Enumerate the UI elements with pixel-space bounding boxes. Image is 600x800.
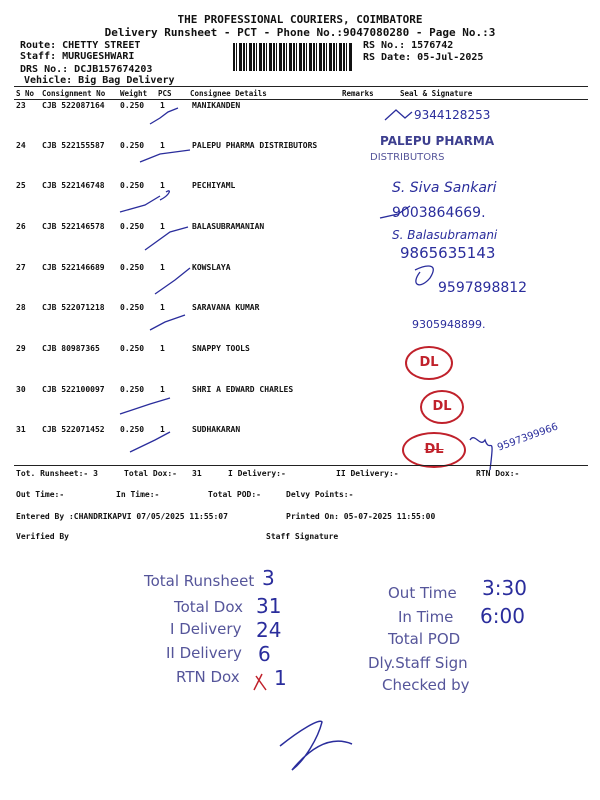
row31-dl-stamp: DL: [402, 432, 466, 468]
row-consignee: SHRI A EDWARD CHARLES: [192, 385, 294, 394]
row-weight: 0.250: [120, 222, 145, 231]
row-consignee: KOWSLAYA: [192, 263, 231, 272]
row24-stamp-line2: DISTRIBUTORS: [370, 152, 445, 163]
row-weight: 0.250: [120, 181, 145, 190]
drs-number: DRS No.: DCJB157674203: [20, 64, 153, 75]
row-consignment-no: CJB 522146689: [42, 263, 105, 272]
row-consignee: BALASUBRAMANIAN: [192, 222, 265, 231]
col-sno: S No: [16, 89, 35, 98]
page-subtitle: Delivery Runsheet - PCT - Phone No.:9047080280 - Page No.:3: [104, 26, 496, 39]
row-pcs: 1: [160, 263, 165, 272]
stamp-i-delivery-value: 24: [256, 618, 282, 642]
col-consignee: Consignee Details: [190, 89, 267, 98]
row-sno: 28: [16, 303, 26, 312]
row-consignment-no: CJB 522146748: [42, 181, 105, 190]
row-pcs: 1: [160, 141, 165, 150]
row-pcs: 1: [160, 385, 165, 394]
staff: Staff: MURUGESHWARI: [20, 51, 135, 62]
row-sno: 29: [16, 344, 26, 353]
row-pcs: 1: [160, 181, 165, 190]
entered-by: Entered By :CHANDRIKAPVI 07/05/2025 11:55:07: [16, 512, 228, 521]
row-pcs: 1: [160, 101, 165, 110]
totals-top-rule: [14, 465, 588, 466]
col-pcs: PCS: [158, 89, 172, 98]
rs-number: RS No.: 1576742: [363, 40, 454, 51]
stamp-in-time-label: In Time: [398, 608, 454, 626]
stamp-i-delivery-label: I Delivery: [170, 620, 242, 638]
stamp-out-time-label: Out Time: [388, 584, 457, 602]
total-dox-label: Total Dox:-: [124, 469, 177, 478]
stamp-in-time-value: 6:00: [480, 604, 525, 628]
vehicle: Vehicle: Big Bag Delivery: [24, 75, 175, 86]
row-consignee: PECHIYAML: [192, 181, 236, 190]
ii-delivery: II Delivery:-: [336, 469, 399, 478]
stamp-checked-by-label: Checked by: [382, 676, 470, 694]
row-pcs: 1: [160, 303, 165, 312]
row-sno: 25: [16, 181, 26, 190]
stamp-ii-delivery-value: 6: [258, 642, 271, 666]
rtn-dox: RTN Dox:-: [476, 469, 520, 478]
out-time: Out Time:-: [16, 490, 65, 499]
row25-name: S. Siva Sankari: [392, 180, 497, 196]
row-sno: 26: [16, 222, 26, 231]
row-consignee: SNAPPY TOOLS: [192, 344, 250, 353]
row-sno: 31: [16, 425, 26, 434]
page-title: THE PROFESSIONAL COURIERS, COIMBATORE: [177, 13, 423, 26]
i-delivery: I Delivery:-: [228, 469, 286, 478]
printed-on: Printed On: 05-07-2025 11:55:00: [286, 512, 436, 521]
row-consignment-no: CJB 522100097: [42, 385, 105, 394]
row-consignment-no: CJB 522155587: [42, 141, 105, 150]
stamp-total-pod-label: Total POD: [388, 630, 461, 648]
row-weight: 0.250: [120, 101, 145, 110]
row26-name: S. Balasubramani: [392, 228, 498, 242]
col-weight: Weight: [120, 89, 148, 98]
row27-phone: 9597898812: [438, 280, 528, 296]
row26-phone: 9865635143: [400, 244, 496, 262]
total-dox-value: 31: [192, 469, 202, 478]
route: Route: CHETTY STREET: [20, 40, 141, 51]
row-consignment-no: CJB 522087164: [42, 101, 105, 110]
row-weight: 0.250: [120, 141, 145, 150]
row-sno: 23: [16, 101, 26, 110]
row-pcs: 1: [160, 344, 165, 353]
stamp-rtn-dox-label: RTN Dox: [176, 668, 240, 686]
row30-dl-stamp: DL: [420, 390, 464, 424]
row-sno: 30: [16, 385, 26, 394]
row-consignee: MANIKANDEN: [192, 101, 241, 110]
row25-phone: 9003864669.: [392, 205, 486, 221]
row-weight: 0.250: [120, 263, 145, 272]
delvy-points: Delvy Points:-: [286, 490, 354, 499]
tot-runsheet: Tot. Runsheet:- 3: [16, 469, 98, 478]
stamp-total-runsheet-value: 3: [262, 566, 275, 590]
row-consignment-no: CJB 522146578: [42, 222, 105, 231]
stamp-total-dox-label: Total Dox: [174, 598, 243, 616]
row-consignment-no: CJB 80987365: [42, 344, 100, 353]
row29-dl-stamp: DL: [405, 346, 453, 380]
stamp-out-time-value: 3:30: [482, 576, 527, 600]
row24-stamp: PALEPU PHARMA: [380, 134, 495, 148]
row-sno: 24: [16, 141, 26, 150]
row-weight: 0.250: [120, 303, 145, 312]
stamp-ii-delivery-label: II Delivery: [166, 644, 242, 662]
in-time: In Time:-: [116, 490, 160, 499]
row-consignee: PALEPU PHARMA DISTRIBUTORS: [192, 141, 318, 150]
stamp-total-dox-value: 31: [256, 594, 282, 618]
staff-signature-label: Staff Signature: [266, 532, 339, 541]
stamp-rtn-dox-value: 1: [274, 666, 287, 690]
rs-date: RS Date: 05-Jul-2025: [363, 52, 484, 63]
row-sno: 27: [16, 263, 26, 272]
row-consignment-no: CJB 522071218: [42, 303, 105, 312]
row31-phone: 9597399966: [496, 421, 560, 454]
row-pcs: 1: [160, 222, 165, 231]
total-pod: Total POD:-: [208, 490, 261, 499]
verified-by: Verified By: [16, 532, 69, 541]
row28-phone: 9305948899.: [412, 318, 486, 331]
row-pcs: 1: [160, 425, 165, 434]
row-consignment-no: CJB 522071452: [42, 425, 105, 434]
row-weight: 0.250: [120, 385, 145, 394]
stamp-dly-staff-sign-label: Dly.Staff Sign: [368, 654, 468, 672]
row-weight: 0.250: [120, 344, 145, 353]
row23-signature: 9344128253: [414, 108, 491, 122]
col-consignment: Consignment No: [42, 89, 106, 98]
stamp-total-runsheet-label: Total Runsheet: [144, 572, 255, 590]
col-remarks: Remarks: [342, 89, 374, 98]
row-weight: 0.250: [120, 425, 145, 434]
row-consignee: SUDHAKARAN: [192, 425, 241, 434]
col-seal: Seal & Signature: [400, 89, 473, 98]
row-consignee: SARAVANA KUMAR: [192, 303, 260, 312]
